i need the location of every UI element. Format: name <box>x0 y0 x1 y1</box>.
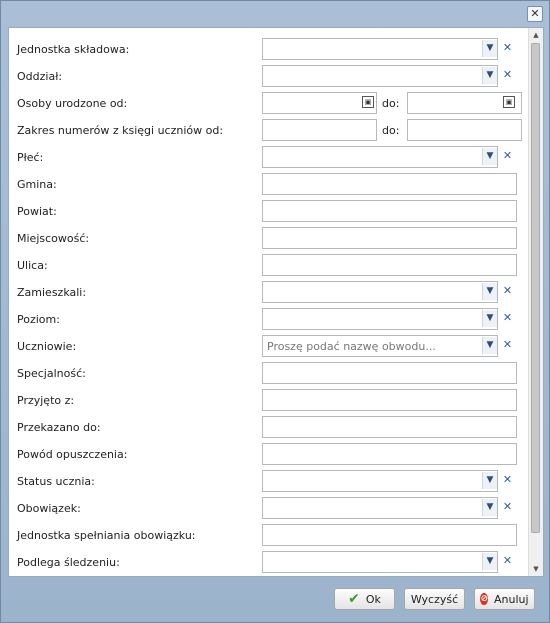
field-row-jednostka-spelniania <box>9 524 531 548</box>
chevron-down-icon[interactable]: ▼ <box>482 472 497 489</box>
field-label: Podlega śledzeniu: <box>17 556 120 569</box>
uczniowie-select[interactable] <box>262 335 498 357</box>
filter-form <box>8 27 544 577</box>
field-label: Oddział: <box>17 70 63 83</box>
clear-x-icon[interactable]: ✕ <box>502 68 513 81</box>
field-label: Miejscowość: <box>17 232 90 245</box>
clear-button[interactable] <box>404 588 465 610</box>
przyjeto-z-field[interactable] <box>262 389 517 411</box>
field-label: Uczniowie: <box>17 340 77 353</box>
field-row-powiat <box>9 200 531 224</box>
field-label: Powód opuszczenia: <box>17 448 128 461</box>
field-row-zakres <box>9 119 531 143</box>
field-row-miejscowosc <box>9 227 531 251</box>
clear-x-icon[interactable]: ✕ <box>502 284 513 297</box>
clear-x-icon[interactable]: ✕ <box>502 554 513 567</box>
scroll-up-icon[interactable]: ▲ <box>533 31 539 39</box>
clear-button-label: Wyczyść <box>410 592 459 606</box>
field-label: Obowiązek: <box>17 502 81 515</box>
oddzial-select[interactable] <box>262 65 498 87</box>
close-icon[interactable]: ✕ <box>527 6 543 22</box>
field-row-zamieszkali <box>9 281 531 305</box>
plec-select[interactable] <box>262 146 498 168</box>
clear-x-icon[interactable]: ✕ <box>502 149 513 162</box>
field-label: Zakres numerów z księgi uczniów od: <box>17 124 224 137</box>
chevron-down-icon[interactable]: ▼ <box>482 553 497 570</box>
field-row-plec <box>9 146 531 170</box>
field-label: Poziom: <box>17 313 60 326</box>
calendar-icon[interactable]: ▣ <box>503 96 515 108</box>
cancel-icon: ⊘ <box>480 594 488 604</box>
chevron-down-icon[interactable]: ▼ <box>482 310 497 327</box>
field-row-urodzone <box>9 92 531 116</box>
field-label: Jednostka składowa: <box>17 43 130 56</box>
clear-x-icon[interactable]: ✕ <box>502 41 513 54</box>
powod-opuszczenia-field[interactable] <box>262 443 517 465</box>
field-row-oddzial <box>9 65 531 89</box>
field-label: Przekazano do: <box>17 421 101 434</box>
field-label: Jednostka spełniania obowiązku: <box>17 529 196 542</box>
chevron-down-icon[interactable]: ▼ <box>482 337 497 354</box>
clear-x-icon[interactable]: ✕ <box>502 338 513 351</box>
obowiazek-select[interactable] <box>262 497 498 519</box>
register-number-to-field[interactable] <box>407 119 522 141</box>
dialog-footer <box>1 579 549 623</box>
przekazano-do-field[interactable] <box>262 416 517 438</box>
specjalnosc-field[interactable] <box>262 362 517 384</box>
clear-x-icon[interactable]: ✕ <box>502 500 513 513</box>
clear-x-icon[interactable]: ✕ <box>502 311 513 324</box>
status-ucznia-select[interactable] <box>262 470 498 492</box>
calendar-icon[interactable]: ▣ <box>362 96 374 108</box>
ok-button-label: Ok <box>365 592 381 606</box>
field-row-podlega <box>9 551 531 575</box>
checkmark-icon: ✔ <box>348 591 360 607</box>
field-label: Przyjęto z: <box>17 394 75 407</box>
field-label: Powiat: <box>17 205 57 218</box>
dialog-titlebar[interactable] <box>1 1 549 27</box>
cancel-button[interactable] <box>474 588 535 610</box>
field-row-przekazano <box>9 416 531 440</box>
chevron-down-icon[interactable]: ▼ <box>482 148 497 165</box>
chevron-down-icon[interactable]: ▼ <box>482 40 497 57</box>
register-number-from-field[interactable] <box>262 119 377 141</box>
powiat-field[interactable] <box>262 200 517 222</box>
ok-button[interactable] <box>334 588 395 610</box>
to-label: do: <box>382 97 400 110</box>
field-label: Status ucznia: <box>17 475 95 488</box>
field-label: Ulica: <box>17 259 48 272</box>
poziom-select[interactable] <box>262 308 498 330</box>
miejscowosc-field[interactable] <box>262 227 517 249</box>
chevron-down-icon[interactable]: ▼ <box>482 283 497 300</box>
chevron-down-icon[interactable]: ▼ <box>482 499 497 516</box>
field-label: Płeć: <box>17 151 44 164</box>
ulica-field[interactable] <box>262 254 517 276</box>
field-row-ulica <box>9 254 531 278</box>
to-label: do: <box>382 124 400 137</box>
scroll-down-icon[interactable]: ▼ <box>533 565 539 573</box>
field-row-przyjeto <box>9 389 531 413</box>
field-row-uczniowie <box>9 335 531 359</box>
field-label: Specjalność: <box>17 367 86 380</box>
jednostka-skladowa-select[interactable] <box>262 38 498 60</box>
vertical-scrollbar[interactable] <box>528 28 543 576</box>
field-row-status <box>9 470 531 494</box>
birth-date-from-field[interactable] <box>262 92 377 114</box>
field-row-jednostka <box>9 38 531 62</box>
clear-x-icon[interactable]: ✕ <box>502 473 513 486</box>
field-row-poziom <box>9 308 531 332</box>
gmina-field[interactable] <box>262 173 517 195</box>
field-row-specjalnosc <box>9 362 531 386</box>
chevron-down-icon[interactable]: ▼ <box>482 67 497 84</box>
zamieszkali-select[interactable] <box>262 281 498 303</box>
field-row-powod <box>9 443 531 467</box>
field-label: Gmina: <box>17 178 57 191</box>
field-row-gmina <box>9 173 531 197</box>
jednostka-spelniania-field[interactable] <box>262 524 517 546</box>
field-label: Zamieszkali: <box>17 286 87 299</box>
scroll-thumb[interactable] <box>531 43 540 533</box>
field-row-obowiazek <box>9 497 531 521</box>
cancel-button-label: Anuluj <box>494 592 529 606</box>
podlega-sledzeniu-select[interactable] <box>262 551 498 573</box>
field-label: Osoby urodzone od: <box>17 97 128 110</box>
